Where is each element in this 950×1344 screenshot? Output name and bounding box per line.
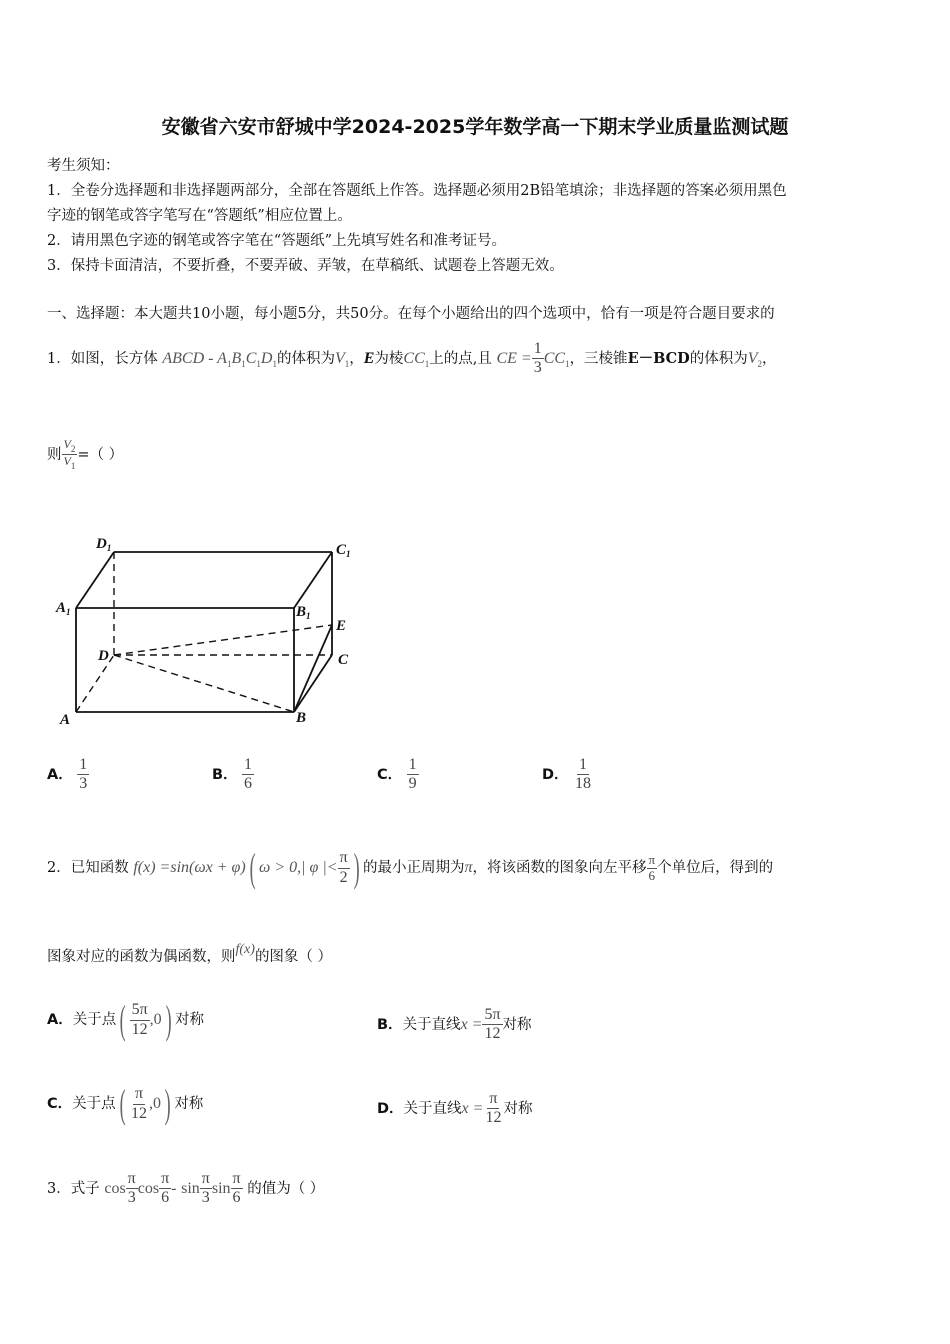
edge-de bbox=[114, 625, 332, 655]
label-e: E bbox=[336, 618, 347, 634]
option-fraction: $\frac{1}{18}$ bbox=[575, 756, 591, 793]
edge-b1c1 bbox=[294, 552, 332, 608]
question-2-stem: 2．已知函数 f(x) =sin(ωx + φ)( ω > 0,| φ |< $\frac{\pi}{2}$ ) 的最小正周期为π，将该函数的图象向左平移 $\frac{\pi}{6}$ 个单位后，得到的 bbox=[47, 845, 774, 890]
label-a1: $A_1$ bbox=[56, 600, 71, 617]
label-b: B bbox=[296, 710, 307, 726]
edge-cc1: $CC_1$ bbox=[403, 349, 430, 369]
question-2-cont: 图象对应的函数为偶函数，则f(x)的图象（ ） bbox=[47, 942, 333, 965]
notice-item-2: 2．请用黑色字迹的钢笔或答字笔在“答题纸”上先填写姓名和准考证号。 bbox=[47, 233, 507, 249]
question-1-stem: 1．如图，长方体 ABCD - $A_1B_1C_1D_1$的体积为$V_1$，E为棱$CC_1$上的点,且 CE = $\frac{1}{3}$ $CC_1$，三棱锥E－BCD的体积为$V_2$， bbox=[47, 340, 777, 377]
ratio-fraction: $\frac{V_2}{V_1}$ bbox=[63, 437, 76, 472]
label-a: A bbox=[60, 712, 71, 728]
question-3-stem: 3．式子 cos $\frac{\pi}{3}$ cos $\frac{\pi}{6}$ - sin $\frac{\pi}{3}$ sin $\frac{\pi}{6}$ 的值为（ ） bbox=[47, 1170, 325, 1207]
q1-ratio: 则 $\frac{V_2}{V_1}$ =（ ） bbox=[47, 437, 124, 472]
condition-expr: ω > 0,| φ |< bbox=[259, 859, 338, 876]
q1-option-d[interactable]: D． $\frac{1}{18}$ bbox=[542, 756, 591, 793]
q1-option-b[interactable]: B． $\frac{1}{6}$ bbox=[212, 756, 253, 793]
option-fraction: $\frac{1}{3}$ bbox=[79, 756, 88, 793]
ce-expr: CE = bbox=[496, 349, 532, 367]
q1-option-a[interactable]: A． $\frac{1}{3}$ bbox=[47, 756, 88, 793]
section-heading: 一、选择题：本大题共10小题，每小题5分，共50分。在每个小题给出的四个选项中，恰有一项是符合题目要求的 bbox=[47, 306, 775, 322]
edge-db bbox=[114, 655, 294, 712]
question-number: 2． bbox=[47, 860, 71, 876]
q2-option-a[interactable]: A．关于点( $\frac{5\pi}{12}$ ,0) 对称 bbox=[47, 997, 204, 1042]
edge-be bbox=[294, 625, 332, 712]
edge-bc bbox=[294, 655, 332, 712]
label-b1: $B_1$ bbox=[296, 604, 311, 621]
notice-item-3: 3．保持卡面清洁，不要折叠，不要弄破、弄皱，在草稿纸、试题卷上答题无效。 bbox=[47, 258, 564, 274]
pyramid-label: E－BCD bbox=[627, 349, 690, 367]
v2-symbol: $V_2$ bbox=[747, 349, 763, 369]
period-value: π bbox=[464, 859, 473, 876]
shift-fraction: $\frac{\pi}{6}$ bbox=[648, 851, 656, 883]
question-number: 3． bbox=[47, 1180, 71, 1197]
function-expr: f(x) =sin(ωx + φ) bbox=[133, 859, 246, 876]
page-title: 安徽省六安市舒城中学2024-2025学年数学高一下期末学业质量监测试题 bbox=[161, 116, 789, 138]
q1-option-c[interactable]: C． $\frac{1}{9}$ bbox=[377, 756, 417, 793]
q1-text: 如图，长方体 bbox=[70, 350, 158, 367]
q2-option-d[interactable]: D．关于直线x = $\frac{\pi}{12}$ 对称 bbox=[377, 1090, 533, 1127]
label-d1: $D_1$ bbox=[96, 536, 112, 553]
fraction: $\frac{1}{3}$ bbox=[533, 340, 542, 377]
q2-option-b[interactable]: B．关于直线x = $\frac{5\pi}{12}$ 对称 bbox=[377, 1006, 532, 1043]
option-fraction: $\frac{1}{9}$ bbox=[408, 756, 417, 793]
option-fraction: $\frac{1}{6}$ bbox=[244, 756, 253, 793]
fx-symbol: f(x) bbox=[235, 942, 255, 957]
notice-heading: 考生须知： bbox=[47, 158, 120, 174]
q1-box-expr: ABCD - $A_1B_1C_1D_1$ bbox=[162, 349, 277, 369]
point-e: E bbox=[363, 349, 375, 367]
notice-item-1: 1．全卷分选择题和非选择题两部分，全部在答题纸上作答。选择题必须用2B铅笔填涂；非选择题的答案必须用黑色 bbox=[47, 183, 787, 199]
edge-a1d1 bbox=[76, 552, 114, 608]
q2-option-c[interactable]: C．关于点( $\frac{\pi}{12}$ ,0) 对称 bbox=[47, 1081, 204, 1126]
label-c1: $C_1$ bbox=[336, 542, 351, 559]
q1-text: 的体积为 bbox=[276, 350, 335, 367]
question-number: 1． bbox=[47, 350, 71, 367]
cuboid-figure bbox=[50, 530, 370, 730]
notice-item-1-cont: 字迹的钢笔或答字笔写在“答题纸”相应位置上。 bbox=[47, 208, 352, 224]
label-c: C bbox=[338, 652, 349, 668]
label-d: D bbox=[98, 648, 109, 664]
v1-symbol: $V_1$ bbox=[334, 349, 350, 369]
